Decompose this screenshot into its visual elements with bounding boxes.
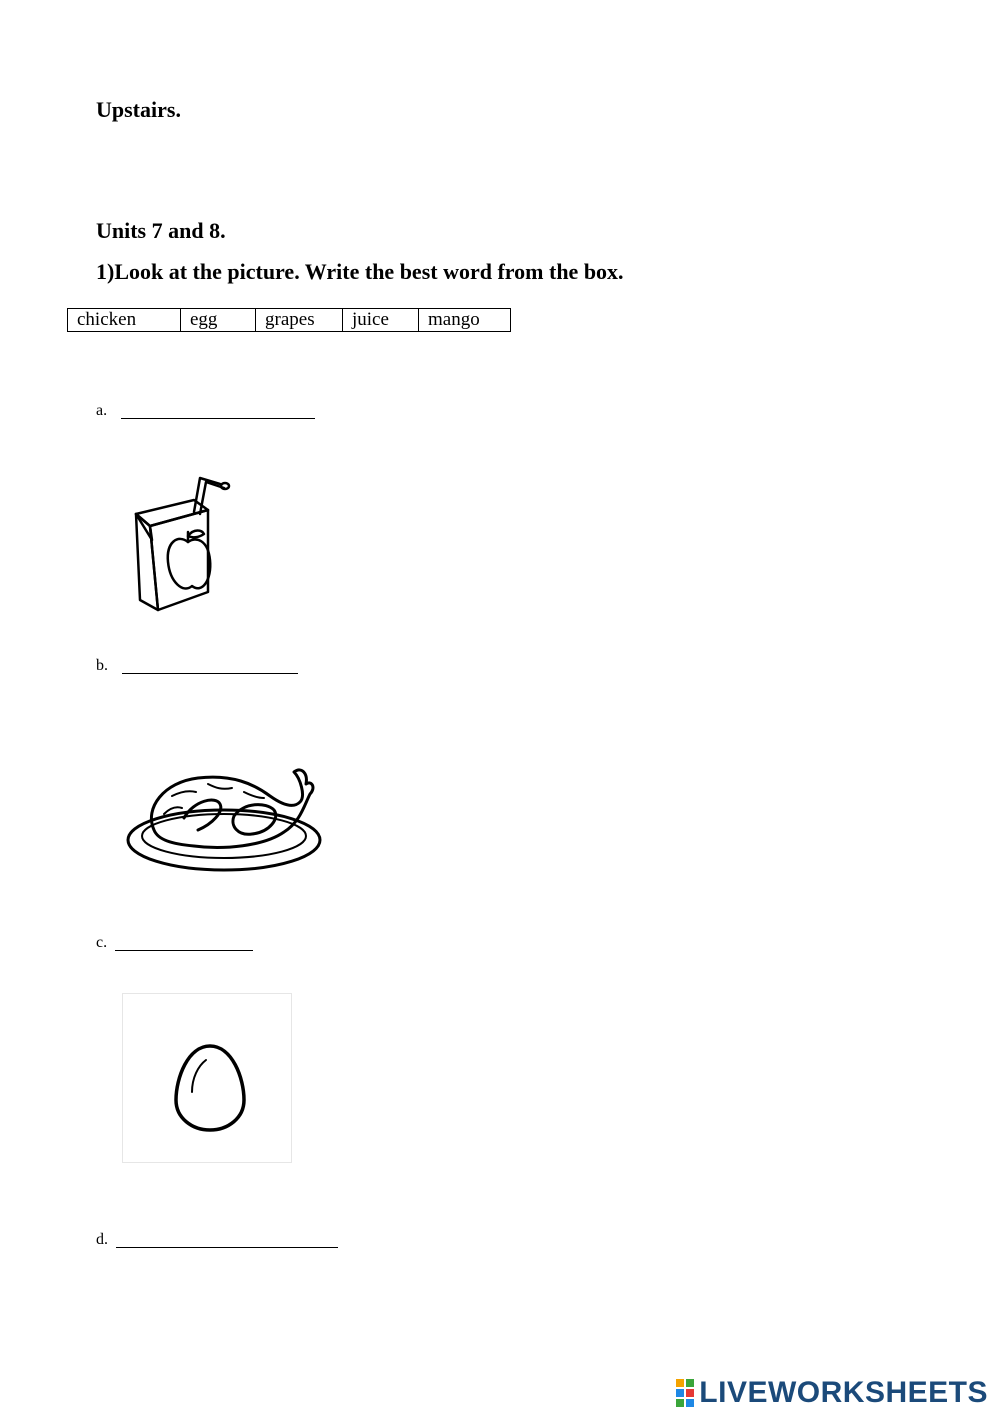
- word-box-cell: juice: [343, 309, 419, 332]
- question-letter: c.: [96, 934, 108, 951]
- answer-blank-d[interactable]: [116, 1233, 338, 1248]
- word-box-cell: grapes: [256, 309, 343, 332]
- question-letter: a.: [96, 402, 108, 419]
- answer-blank-b[interactable]: [122, 659, 298, 674]
- liveworksheets-wordmark: LIVEWORKSHEETS: [699, 1376, 988, 1409]
- word-box-cell: mango: [419, 309, 511, 332]
- roast-chicken-icon: [124, 748, 328, 884]
- question-letter: b.: [96, 657, 108, 674]
- answer-blank-a[interactable]: [121, 404, 315, 419]
- answer-blank-c[interactable]: [115, 936, 253, 951]
- units-heading: Units 7 and 8.: [96, 218, 226, 243]
- question-d: [96, 1232, 338, 1248]
- word-box: [67, 308, 511, 332]
- instruction-heading: 1)Look at the picture. Write the best word from the box.: [96, 259, 624, 284]
- liveworksheets-logo: [675, 1376, 988, 1410]
- egg-icon: [172, 1042, 248, 1134]
- word-box-cell: chicken: [68, 309, 181, 332]
- question-c: [96, 935, 253, 951]
- question-a: [96, 403, 315, 419]
- question-letter: d.: [96, 1231, 108, 1248]
- juice-box-icon: [128, 470, 238, 615]
- liveworksheets-logo-icon: [675, 1378, 695, 1408]
- school-name: Upstairs.: [96, 97, 181, 122]
- word-box-cell: egg: [181, 309, 256, 332]
- question-b: [96, 658, 298, 674]
